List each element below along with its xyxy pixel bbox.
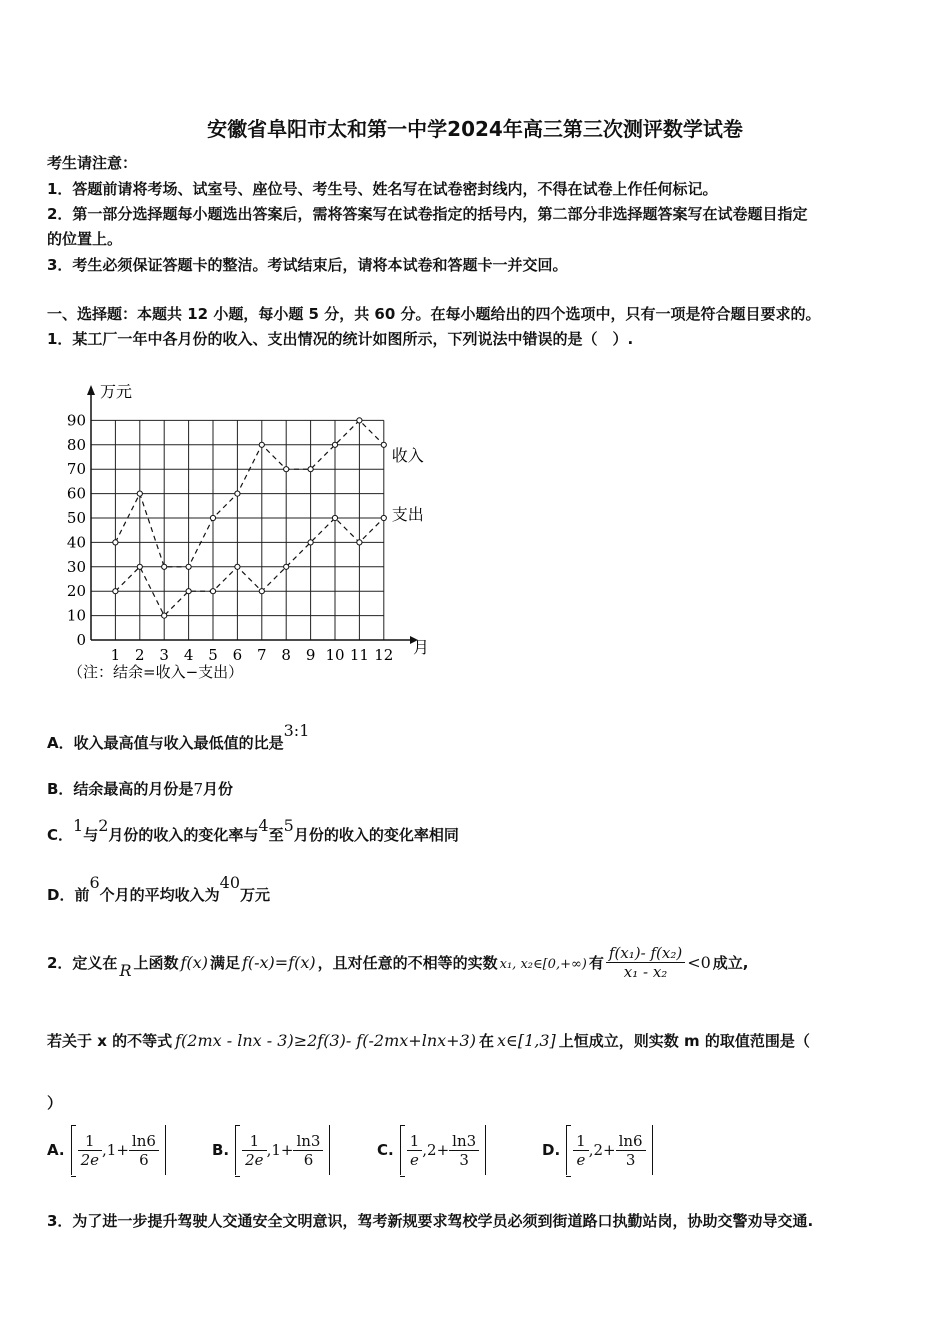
x-tick-label: 10 bbox=[325, 646, 345, 664]
data-point bbox=[162, 564, 167, 569]
option-c-num: 4 bbox=[258, 816, 269, 835]
data-point bbox=[284, 564, 289, 569]
q2-math: R bbox=[119, 961, 132, 980]
x-tick-label: 1 bbox=[110, 646, 121, 664]
question-1-stem: 1．某工厂一年中各月份的收入、支出情况的统计如图所示，下列说法中错误的是（ ）. bbox=[47, 330, 634, 348]
option-b-text: B．结余最高的月份是 bbox=[47, 780, 194, 798]
option-a-math: 3:1 bbox=[283, 721, 310, 740]
q2-math: f(2mx - lnx - 3)≥2f(3)- f(-2mx+lnx+3) bbox=[175, 1031, 476, 1050]
x-tick-label: 7 bbox=[257, 646, 267, 664]
option-c-num: 1 bbox=[73, 816, 84, 835]
data-point bbox=[235, 491, 240, 496]
option-label: C. bbox=[377, 1141, 394, 1159]
data-point bbox=[259, 589, 264, 594]
y-tick-label: 60 bbox=[66, 484, 86, 503]
option-label: D. bbox=[542, 1141, 561, 1159]
q2-option-b[interactable] bbox=[212, 1125, 330, 1175]
option-math: ,1+ bbox=[102, 1141, 129, 1159]
income-expense-chart bbox=[60, 375, 440, 685]
fraction-denominator: 2e bbox=[245, 1150, 264, 1169]
notice-item: 3．考生必须保证答题卡的整洁。考试结束后，请将本试卷和答题卡一并交回。 bbox=[47, 256, 568, 274]
option-interval bbox=[235, 1125, 330, 1175]
q2-option-d[interactable] bbox=[542, 1125, 653, 1175]
data-point bbox=[357, 540, 362, 545]
option-b-num: 7 bbox=[193, 780, 203, 798]
data-point bbox=[235, 564, 240, 569]
x-tick-label: 9 bbox=[305, 646, 316, 664]
option-interval bbox=[400, 1125, 486, 1175]
notice-heading: 考生请注意： bbox=[47, 154, 138, 172]
data-point bbox=[308, 467, 313, 472]
question-2-line-2 bbox=[47, 1030, 810, 1051]
q2-text: 若关于 x 的不等式 bbox=[47, 1032, 173, 1050]
y-tick-label: 40 bbox=[66, 533, 86, 552]
data-point bbox=[381, 442, 386, 447]
data-point bbox=[308, 540, 313, 545]
q2-option-c[interactable] bbox=[377, 1125, 486, 1175]
x-tick-label: 3 bbox=[159, 646, 169, 664]
q2-fraction bbox=[606, 944, 685, 981]
q2-text: 上恒成立，则实数 m 的取值范围是（ bbox=[558, 1032, 810, 1050]
y-tick-label: 0 bbox=[76, 631, 86, 649]
option-d-num: 40 bbox=[219, 873, 241, 892]
q2-text: 上函数 bbox=[133, 954, 179, 972]
x-tick-label: 11 bbox=[349, 646, 369, 664]
question-2-line-1 bbox=[47, 944, 749, 981]
fraction-denominator: e bbox=[410, 1150, 419, 1169]
data-point bbox=[259, 442, 264, 447]
q2-text: 有 bbox=[588, 954, 604, 972]
x-tick-label: 12 bbox=[374, 646, 394, 664]
q2-close-paren: ） bbox=[47, 1094, 63, 1112]
fraction-denominator: 2e bbox=[80, 1150, 100, 1169]
data-point bbox=[357, 418, 362, 423]
y-tick-label: 50 bbox=[66, 509, 86, 527]
q1-option-a[interactable] bbox=[47, 721, 310, 753]
fraction-numerator: 1 bbox=[407, 1132, 423, 1151]
page-title: 安徽省阜阳市太和第一中学2024年高三第三次测评数学试卷 bbox=[207, 117, 743, 141]
data-point bbox=[284, 467, 289, 472]
q2-math: x∈[1,3] bbox=[497, 1031, 556, 1050]
fraction-denominator: 6 bbox=[303, 1150, 314, 1169]
x-tick-label: 2 bbox=[135, 646, 145, 664]
data-point bbox=[332, 442, 337, 447]
q2-option-a[interactable] bbox=[47, 1125, 166, 1175]
chart-note: （注：结余=收入−支出） bbox=[68, 663, 244, 681]
option-math: ,1+ bbox=[266, 1141, 294, 1159]
data-point bbox=[113, 540, 118, 545]
data-point bbox=[210, 589, 215, 594]
q2-text: 满足 bbox=[209, 954, 240, 972]
q1-option-b[interactable] bbox=[47, 778, 233, 799]
fraction-numerator: ln6 bbox=[129, 1132, 159, 1151]
q2-text: 在 bbox=[478, 1032, 494, 1050]
q2-math: f(x) bbox=[180, 953, 208, 972]
option-c-text: 至 bbox=[268, 826, 284, 844]
option-interval bbox=[566, 1125, 652, 1175]
option-d-num: 6 bbox=[89, 873, 100, 892]
fraction-numerator: ln3 bbox=[293, 1132, 323, 1151]
chart-grid bbox=[91, 420, 384, 640]
fraction-denominator: e bbox=[576, 1150, 586, 1169]
option-math: ,2+ bbox=[422, 1141, 450, 1159]
q1-option-c[interactable] bbox=[47, 816, 459, 845]
option-d-text: 个月的平均收入为 bbox=[99, 886, 220, 904]
x-axis-label: 月 bbox=[413, 638, 430, 657]
q2-text: ，且对任意的不相等的实数 bbox=[317, 954, 498, 972]
fraction-numerator: 1 bbox=[573, 1132, 589, 1151]
fraction-denominator: 3 bbox=[625, 1150, 636, 1169]
data-point bbox=[113, 589, 118, 594]
y-tick-label: 10 bbox=[66, 606, 86, 625]
option-math: ,2+ bbox=[588, 1141, 616, 1159]
fraction-numerator: ln6 bbox=[616, 1132, 646, 1151]
data-point bbox=[332, 515, 337, 520]
notice-item: 的位置上。 bbox=[47, 230, 123, 248]
fraction-numerator: f(x₁)- f(x₂) bbox=[606, 944, 685, 963]
y-tick-label: 80 bbox=[66, 435, 86, 454]
data-point bbox=[137, 564, 142, 569]
option-c-num: 5 bbox=[283, 816, 294, 835]
option-a-text: A．收入最高值与收入最低值的比是 bbox=[47, 734, 284, 752]
q1-option-d[interactable] bbox=[47, 873, 271, 905]
option-label: A. bbox=[47, 1141, 65, 1159]
data-point bbox=[137, 491, 142, 496]
fraction-numerator: ln3 bbox=[449, 1132, 479, 1151]
q2-math: <0 bbox=[687, 953, 711, 972]
fraction-denominator: 3 bbox=[459, 1150, 469, 1169]
y-tick-label: 70 bbox=[66, 460, 86, 479]
fraction-denominator: 6 bbox=[139, 1150, 149, 1169]
y-tick-label: 30 bbox=[66, 557, 86, 576]
section-heading: 一、选择题：本题共 12 小题，每小题 5 分，共 60 分。在每小题给出的四个选项中，只有一项是符合题目要求的。 bbox=[47, 305, 821, 323]
notice-item: 1．答题前请将考场、试室号、座位号、考生号、姓名写在试卷密封线内，不得在试卷上作任何标记。 bbox=[47, 180, 718, 198]
q2-math: x₁, x₂∈[0,+∞) bbox=[499, 957, 587, 972]
x-tick-label: 8 bbox=[281, 646, 291, 664]
option-d-label: D．前 bbox=[47, 886, 90, 904]
option-c-text: 与 bbox=[83, 826, 99, 844]
data-point bbox=[210, 515, 215, 520]
notice-item: 2．第一部分选择题每小题选出答案后，需将答案写在试卷指定的括号内，第二部分非选择题答案写在试卷题目指定 bbox=[47, 205, 808, 223]
option-d-text: 万元 bbox=[240, 886, 271, 904]
y-tick-label: 90 bbox=[66, 411, 86, 430]
x-tick-label: 6 bbox=[232, 646, 243, 664]
x-tick-label: 4 bbox=[183, 646, 194, 664]
q2-text: 2．定义在 bbox=[47, 954, 118, 972]
option-c-num: 2 bbox=[98, 816, 109, 835]
fraction-denominator: x₁ - x₂ bbox=[623, 963, 668, 981]
option-b-tail: 月份 bbox=[202, 780, 233, 798]
fraction-numerator: 1 bbox=[78, 1132, 102, 1151]
y-axis-label: 万元 bbox=[100, 382, 133, 401]
x-tick-label: 5 bbox=[208, 646, 218, 664]
legend-expense: 支出 bbox=[391, 505, 424, 524]
y-tick-label: 20 bbox=[66, 582, 86, 601]
data-point bbox=[186, 589, 191, 594]
data-point bbox=[381, 515, 386, 520]
q2-text: 成立, bbox=[712, 954, 749, 972]
data-point bbox=[162, 613, 167, 618]
option-c-label: C． bbox=[47, 826, 74, 844]
option-interval bbox=[71, 1125, 166, 1175]
data-point bbox=[186, 564, 191, 569]
question-3-stem: 3．为了进一步提升驾驶人交通安全文明意识，驾考新规要求驾校学员必须到街道路口执勤站岗，协助交警劝导交通. bbox=[47, 1212, 814, 1230]
option-label: B. bbox=[212, 1141, 230, 1159]
fraction-numerator: 1 bbox=[242, 1132, 266, 1151]
option-c-text: 月份的收入的变化率与 bbox=[108, 826, 259, 844]
legend-income: 收入 bbox=[391, 445, 424, 465]
y-axis-arrow bbox=[87, 385, 95, 395]
option-c-text: 月份的收入的变化率相同 bbox=[293, 826, 459, 844]
q2-math: f(-x)=f(x) bbox=[241, 953, 316, 972]
